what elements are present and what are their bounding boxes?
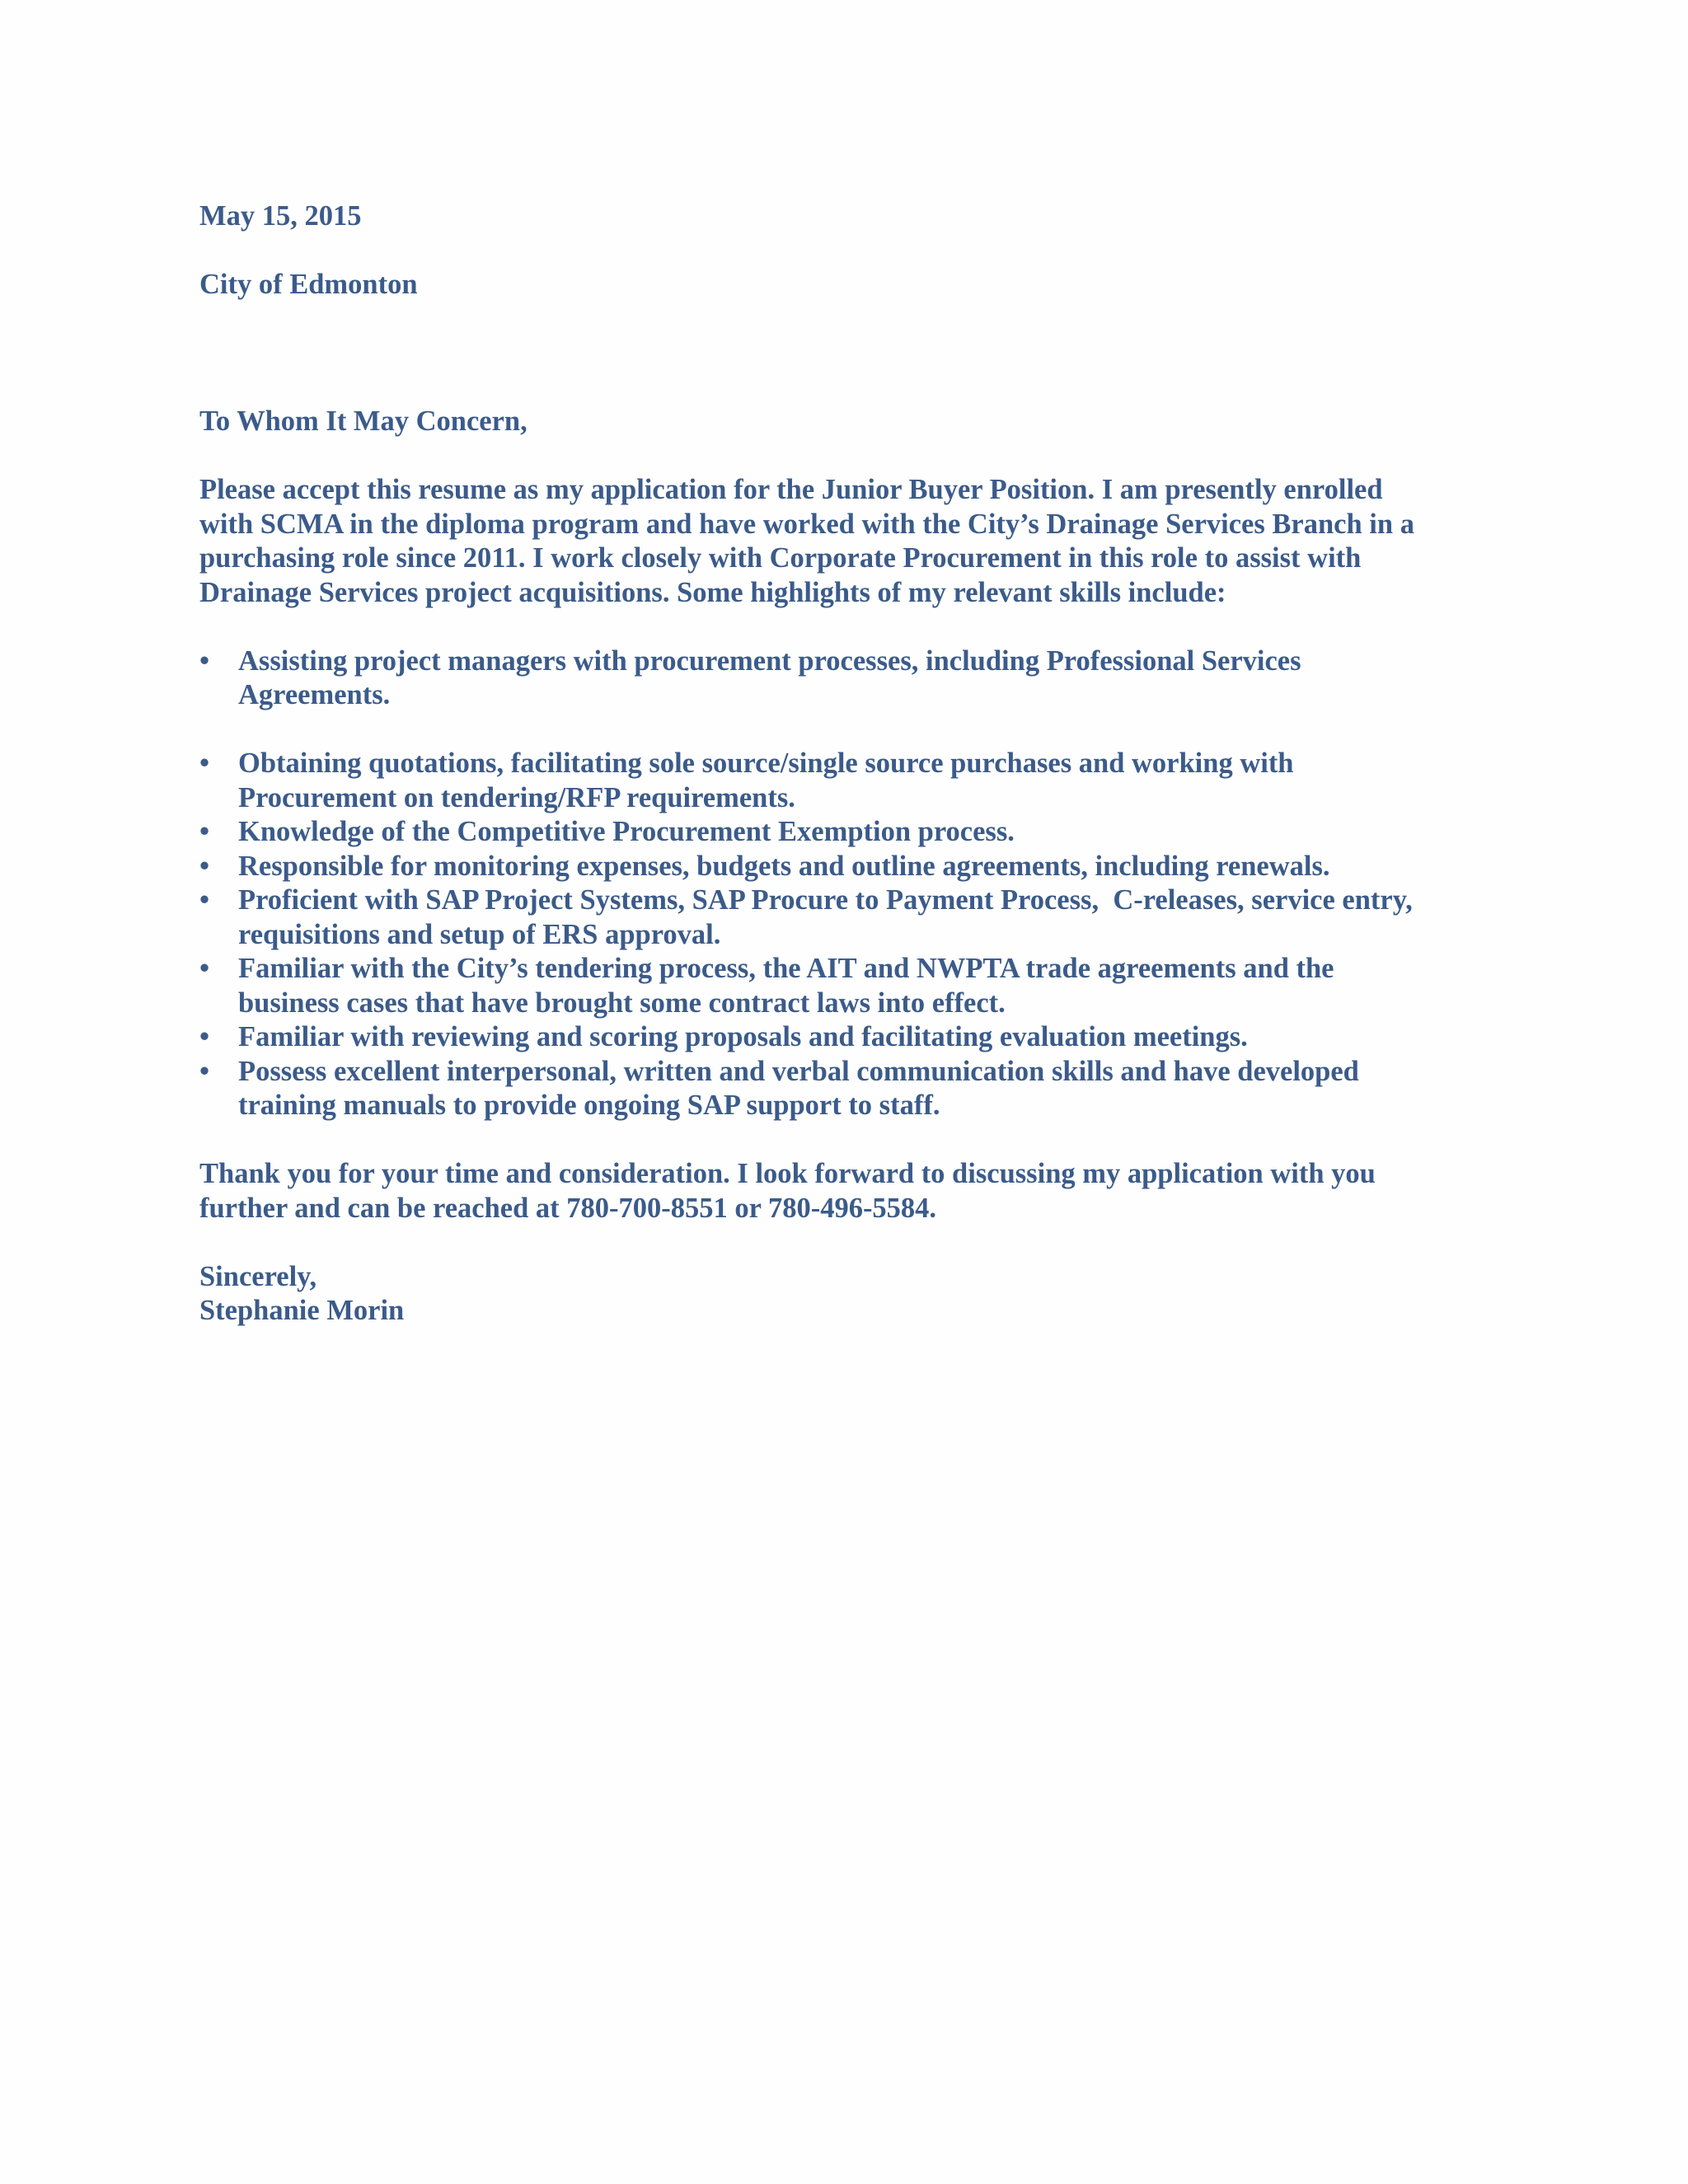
intro-paragraph bbox=[199, 473, 1502, 610]
skill-bullet-item bbox=[199, 644, 1502, 713]
letter-date: May 15, 2015 bbox=[199, 200, 362, 232]
bullet-icon: • bbox=[199, 850, 210, 882]
intro-line: purchasing role since 2011. I work closely with Corporate Procurement in this role to assist with bbox=[199, 542, 1362, 574]
spacer bbox=[199, 610, 1502, 644]
skill-bullet-item bbox=[199, 1020, 1502, 1055]
intro-line: Please accept this resume as my application for the Junior Buyer Position. I am presently enrolled bbox=[199, 474, 1383, 505]
bullet-icon: • bbox=[199, 1021, 210, 1052]
bullet-line: Possess excellent interpersonal, written and verbal communication skills and have developed bbox=[238, 1055, 1359, 1087]
bullet-icon: • bbox=[199, 1055, 210, 1087]
spacer bbox=[199, 234, 1502, 269]
closing-line: Thank you for your time and consideration. I look forward to discussing my application with you bbox=[199, 1158, 1376, 1189]
spacer bbox=[199, 713, 1502, 748]
spacer bbox=[199, 439, 1502, 474]
bullet-line: requisitions and setup of ERS approval. bbox=[238, 918, 721, 950]
bullet-line: training manuals to provide ongoing SAP support to staff. bbox=[238, 1090, 940, 1121]
spacer bbox=[199, 302, 1502, 405]
bullet-icon: • bbox=[199, 748, 210, 779]
cover-letter bbox=[199, 199, 1502, 1329]
bullet-line: Procurement on tendering/RFP requirements. bbox=[238, 781, 795, 813]
skills-bullet-list bbox=[199, 747, 1502, 1123]
skill-bullet-item bbox=[199, 850, 1502, 884]
bullet-line: Familiar with reviewing and scoring proposals and facilitating evaluation meetings. bbox=[238, 1021, 1248, 1052]
skill-bullet-item bbox=[199, 1055, 1502, 1123]
intro-line: with SCMA in the diploma program and have worked with the City’s Drainage Services Branch in a bbox=[199, 508, 1414, 540]
intro-line: Drainage Services project acquisitions. Some highlights of my relevant skills include: bbox=[199, 576, 1226, 608]
bullet-line: Responsible for monitoring expenses, budgets and outline agreements, including renewals. bbox=[238, 850, 1330, 882]
bullet-line: Assisting project managers with procurement processes, including Professional Services bbox=[238, 644, 1301, 677]
bullet-line: business cases that have brought some contract laws into effect. bbox=[238, 987, 1006, 1019]
spacer bbox=[199, 1123, 1502, 1158]
bullet-icon: • bbox=[199, 884, 210, 916]
recipient-name: City of Edmonton bbox=[199, 269, 418, 300]
bullet-line: Knowledge of the Competitive Procurement Exemption process. bbox=[238, 816, 1015, 847]
bullet-line: Familiar with the City’s tendering process, the AIT and NWPTA trade agreements and the bbox=[238, 953, 1334, 984]
skill-bullet-item bbox=[199, 952, 1502, 1020]
bullet-icon: • bbox=[199, 953, 210, 984]
signature-name: Stephanie Morin bbox=[199, 1295, 405, 1326]
signoff: Sincerely, bbox=[199, 1260, 317, 1292]
spacer bbox=[199, 1226, 1502, 1260]
closing-paragraph bbox=[199, 1157, 1502, 1226]
bullet-line: Agreements. bbox=[238, 679, 391, 710]
skill-bullet-item bbox=[199, 883, 1502, 952]
bullet-icon: • bbox=[199, 644, 210, 677]
skill-bullet-item bbox=[199, 815, 1502, 850]
skills-bullet-list bbox=[199, 644, 1502, 713]
bullet-icon: • bbox=[199, 816, 210, 847]
skill-bullet-item bbox=[199, 747, 1502, 815]
salutation: To Whom It May Concern, bbox=[199, 405, 528, 437]
closing-line: further and can be reached at 780-700-8551 or 780-496-5584. bbox=[199, 1192, 937, 1224]
bullet-line: Proficient with SAP Project Systems, SAP Procure to Payment Process, C-releases, service entry, bbox=[238, 884, 1413, 916]
bullet-line: Obtaining quotations, facilitating sole source/single source purchases and working with bbox=[238, 748, 1294, 779]
